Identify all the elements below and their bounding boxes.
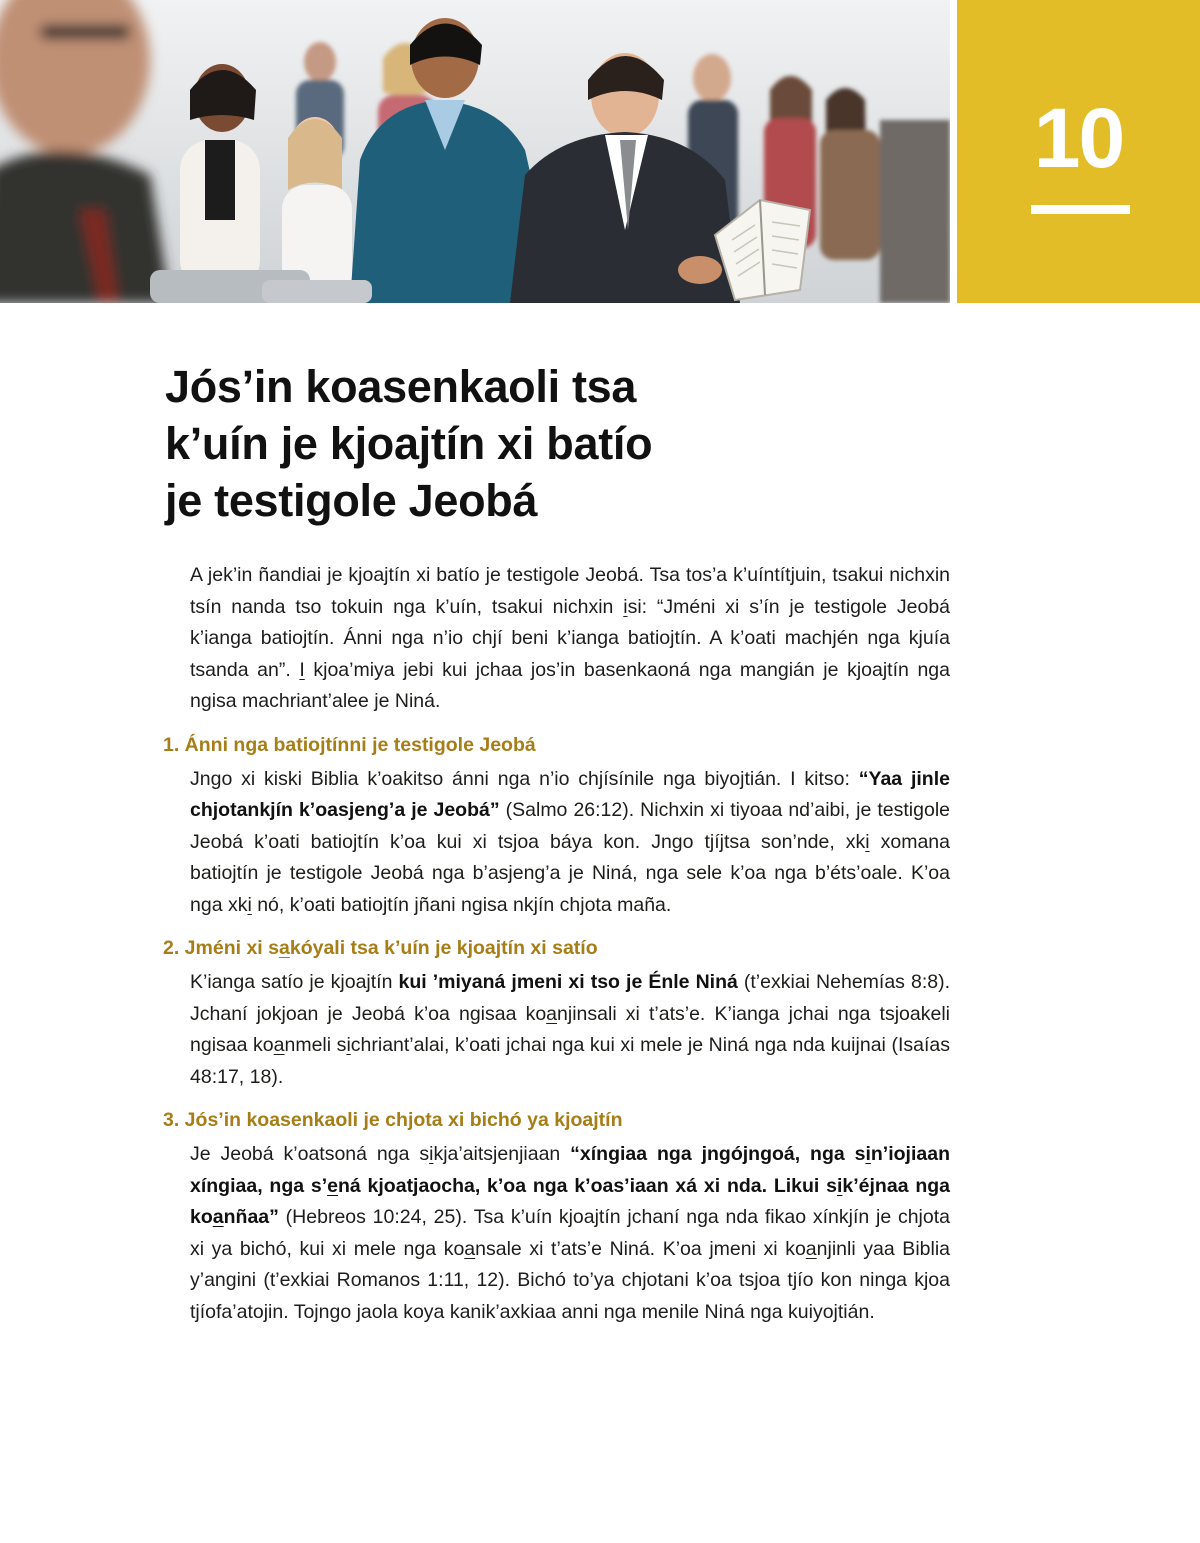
section-1-heading — [163, 730, 950, 760]
quote-text: n’iojiaan xíngiaa, nga s’ — [190, 1143, 950, 1197]
section-1 — [163, 730, 950, 922]
underlined-letter: e — [327, 1174, 338, 1197]
paragraph-text: K’ianga satío je kjoajtín — [190, 971, 399, 993]
underlined-letter: i — [429, 1143, 434, 1165]
section-3 — [163, 1105, 950, 1328]
section-heading-text: Jméni xi s — [179, 937, 279, 959]
paragraph-text: nsale xi t’ats’e Niná. K’oa jmeni xi ko — [475, 1237, 806, 1260]
underlined-letter: a — [273, 1034, 285, 1056]
intro-underlined: i — [623, 595, 628, 618]
lesson-number: 10 — [1033, 91, 1124, 185]
paragraph-text: chriant’alai, k’oati jchai nga kui xi mele je Niná nga nda kuijnai (Isaías 48:17, 18). — [190, 1034, 950, 1088]
underlined-letter: a — [278, 937, 290, 959]
section-number: 2. — [163, 937, 180, 959]
section-3-paragraph — [190, 1139, 950, 1328]
intro-text: kjoa’miya jebi kui jchaa jos’in basenkaoná nga mangián je kjoajtín nga ngisa machriant’alee je Niná. — [190, 658, 950, 712]
quote-text: ná kjoatjaocha, k’oa nga k’oas’iaan xá xi nda. Likui s — [338, 1174, 837, 1197]
paragraph-text: njinsali xi t’ats’e. K’ianga jchai nga tsjoakeli ngisaa ko — [190, 1002, 951, 1056]
lesson-body — [163, 560, 951, 1340]
paragraph-text: kja’aitsjenjiaan — [433, 1143, 571, 1165]
intro-underlined: I — [299, 658, 305, 681]
scripture-quote: “Yaa jinle chjotankjín k’oasjeng’a je Jeobá” — [190, 767, 950, 821]
quote-text: k’éjnaa nga ko — [190, 1174, 950, 1228]
intro-text: si: “Jméni xi s’ín je testigole Jeobá k’ianga batiojtín. Ánni nga n’io chjí beni k’ianga batiojtín. A k’oati machjén nga kjuía tsanda an”. — [190, 595, 951, 681]
section-2 — [163, 933, 951, 1093]
paragraph-text: xomana batiojtín je testigole Jeobá nga b’asjeng’a je Niná, nga sele k’oa nga b’éts’oale. K’oa nga xk — [190, 830, 950, 916]
underlined-letter: a — [805, 1237, 817, 1260]
underlined-letter: i — [865, 1143, 871, 1165]
paragraph-text: njinli yaa Biblia y’angini (t’exkiai Romanos 1:11, 12). Bichó to’ya chjotani k’oa tsjoa tjío kon ninga kjoa tjíofa’atojin. Tojngo jaola koya kanik’axkiaa anni nga menile Niná nga kuiyojtián. — [190, 1237, 950, 1323]
quote-text: “xíngiaa nga jngójngoá, nga s — [570, 1143, 866, 1165]
paragraph-text: nó, k’oati batiojtín jñani ngisa nkjín chjota maña. — [251, 893, 672, 916]
title-line-1: Jós’in koasenkaoli tsa — [165, 361, 637, 412]
section-heading-text: kóyali tsa k’uín je kjoajtín xi satío — [289, 937, 598, 959]
section-number: 3. — [163, 1109, 180, 1131]
paragraph-text: (t’exkiai Nehemías 8:8). Jchaní jokjoan je Jeobá k’oa ngisaa ko — [190, 971, 950, 1025]
intro-paragraph — [190, 560, 950, 718]
paragraph-text: (Salmo 26:12). Nichxin xi tiyoaa nd’aibi, je testigole Jeobá k’oati batiojtín k’oa kui xi tsjoa báya kon. Jngo tjíjtsa son’nde, xk — [190, 799, 950, 853]
emphasis-text: kui ’miyaná jmeni xi tso je Énle Niná — [398, 971, 738, 993]
underlined-letter: i — [865, 830, 870, 853]
page-title — [165, 358, 885, 529]
quote-text: nñaa” — [223, 1206, 279, 1228]
congregation-meeting-photo-icon — [0, 0, 950, 303]
section-heading-text: Jós’in koasenkaoli je chjota xi bichó ya kjoajtín — [179, 1109, 623, 1131]
header-photo — [0, 0, 950, 303]
section-1-paragraph — [190, 764, 950, 922]
paragraph-text: Je Jeobá k’oatsoná nga s — [190, 1143, 430, 1165]
section-heading-text: Ánni nga batiojtínni je testigole Jeobá — [179, 733, 536, 756]
paragraph-text: nmeli s — [284, 1034, 347, 1056]
lesson-number-badge — [957, 0, 1200, 303]
underlined-letter: a — [546, 1002, 558, 1025]
title-line-2: k’uín je kjoajtín xi batío — [165, 418, 653, 469]
underlined-letter: i — [346, 1034, 351, 1056]
paragraph-text: (Hebreos 10:24, 25). Tsa k’uín kjoajtín jchaní nga nda fikao xínkjín je chjota xi ya bichó, kui xi mele nga ko — [190, 1206, 950, 1260]
section-3-heading — [163, 1105, 950, 1135]
title-line-3: je testigole Jeobá — [165, 475, 538, 526]
underlined-letter: i — [247, 893, 252, 916]
paragraph-text: Jngo xi kiski Biblia k’oakitso ánni nga n’io chjísínile nga biyojtián. I kitso: — [190, 767, 859, 790]
section-2-heading — [163, 933, 950, 963]
underlined-letter: a — [464, 1237, 476, 1260]
lesson-number-underline — [1031, 205, 1130, 214]
section-2-paragraph — [190, 967, 950, 1093]
underlined-letter: a — [212, 1206, 224, 1228]
underlined-letter: i — [836, 1174, 843, 1197]
intro-text: A jek’in ñandiai je kjoajtín xi batío je testigole Jeobá. Tsa tos’a k’uíntítjuin, tsakui nichxin tsín nanda tso tokuin nga k’uín, tsakui nichxin — [190, 564, 950, 618]
section-number: 1. — [163, 733, 180, 756]
